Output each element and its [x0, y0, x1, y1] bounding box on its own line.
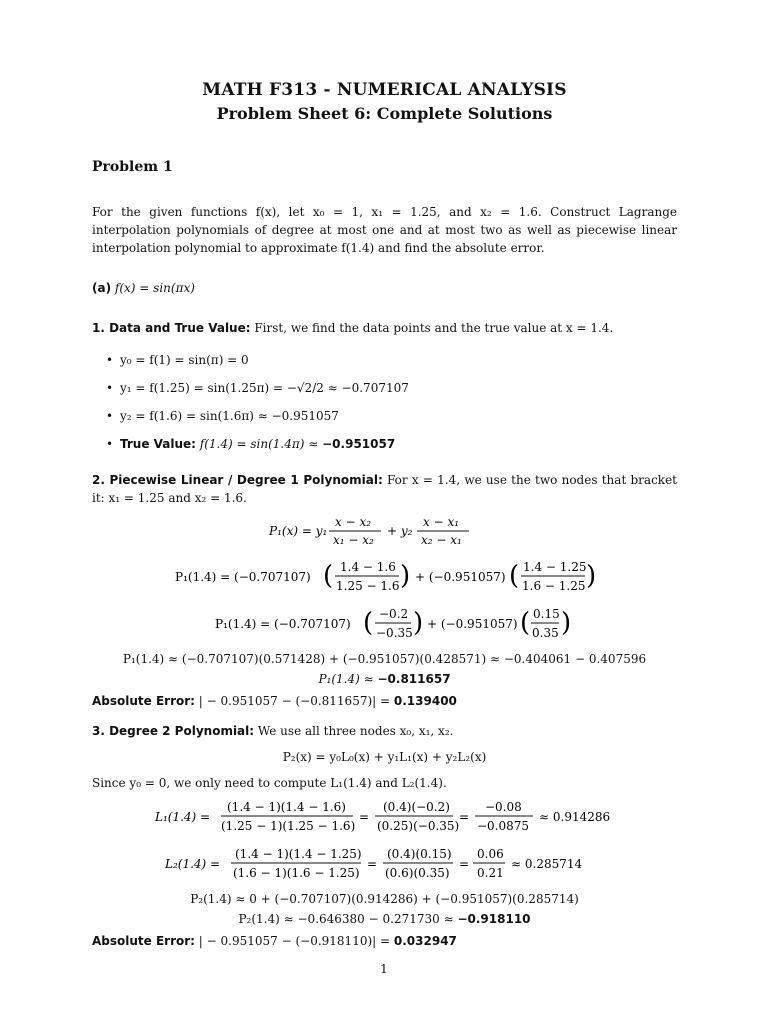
- svg-text:0.15: 0.15: [532, 607, 560, 621]
- svg-text:−0.08: −0.08: [484, 800, 522, 814]
- step3-text: We use all three nodes x₀, x₁, x₂.: [257, 724, 454, 738]
- document-page: [92, 80, 677, 950]
- svg-text:x₂ − x₁: x₂ − x₁: [420, 533, 462, 547]
- step1-paragraph: [92, 319, 677, 337]
- svg-text:): ): [560, 608, 571, 638]
- p2-formula: P₂(x) = y₀L₀(x) + y₁L₁(x) + y₂L₂(x): [282, 750, 487, 764]
- p2-error-value: 0.032947: [393, 934, 457, 948]
- part-a-line: [92, 279, 677, 297]
- p1-error-label: Absolute Error:: [92, 694, 195, 708]
- svg-text:≈ 0.914286: ≈ 0.914286: [538, 810, 610, 824]
- p2-error-expr: | − 0.951057 − (−0.918110)| =: [198, 934, 391, 948]
- svg-text:+ (−0.951057): + (−0.951057): [414, 570, 506, 584]
- true-value-label: True Value:: [120, 437, 196, 451]
- p2-absolute-error: [92, 932, 677, 950]
- svg-text:1.4 − 1.6: 1.4 − 1.6: [339, 560, 396, 574]
- p2-result: [92, 912, 677, 926]
- l2-computation: [92, 845, 677, 886]
- p1-formula: [92, 513, 677, 552]
- p1-absolute-error: [92, 692, 677, 710]
- problem-statement: For the given functions f(x), let x₀ = 1, x₁ = 1.25, and x₂ = 1.6. Construct Lagrange interpolation polynomials of degree at most one and at most two as well as piecewise linear interpolation polynomial to approximate f(1.4) and find the absolute error.: [92, 205, 677, 255]
- svg-text:=: =: [458, 857, 469, 871]
- svg-text:(0.6)(0.35): (0.6)(0.35): [384, 866, 450, 880]
- svg-text:L₁(1.4) =: L₁(1.4) =: [154, 810, 210, 824]
- svg-text:(: (: [519, 608, 530, 638]
- svg-text:P₁(x) = y₁: P₁(x) = y₁: [268, 524, 327, 538]
- step1-label: 1. Data and True Value:: [92, 321, 251, 335]
- svg-text:1.6 − 1.25: 1.6 − 1.25: [521, 579, 585, 593]
- step2-paragraph: [92, 471, 677, 507]
- svg-text:(: (: [322, 561, 333, 591]
- document-subtitle: Problem Sheet 6: Complete Solutions: [216, 104, 553, 123]
- svg-text:=: =: [358, 810, 369, 824]
- svg-text:(: (: [362, 608, 373, 638]
- svg-text:(0.4)(0.15): (0.4)(0.15): [386, 847, 452, 861]
- p1-error-expr: | − 0.951057 − (−0.811657)| =: [198, 694, 391, 708]
- svg-text:1.25 − 1.6: 1.25 − 1.6: [335, 579, 399, 593]
- list-item-true-value: [106, 435, 677, 453]
- page-number: 1: [380, 962, 388, 976]
- svg-text:(1.25 − 1)(1.25 − 1.6): (1.25 − 1)(1.25 − 1.6): [220, 819, 355, 833]
- step2-label: 2. Piecewise Linear / Degree 1 Polynomial:: [92, 473, 383, 487]
- problem-heading: Problem 1: [92, 159, 173, 175]
- svg-text:−0.2: −0.2: [378, 607, 408, 621]
- p1-approx: P₁(1.4) ≈ (−0.707107)(0.571428) + (−0.951057)(0.428571) ≈ −0.404061 − 0.407596: [122, 652, 647, 666]
- svg-text:): ): [585, 561, 596, 591]
- document-title: MATH F313 - NUMERICAL ANALYSIS: [202, 80, 567, 100]
- svg-text:x₁ − x₂: x₁ − x₂: [332, 533, 374, 547]
- svg-text:0.21: 0.21: [476, 866, 504, 880]
- svg-text:(0.25)(−0.35): (0.25)(−0.35): [376, 819, 459, 833]
- step2-text: For x = 1.4, we use the two nodes that bracket it: x₁ = 1.25 and x₂ = 1.6.: [92, 473, 677, 505]
- svg-text:(: (: [508, 561, 519, 591]
- p2-sum: P₂(1.4) ≈ 0 + (−0.707107)(0.914286) + (−0.951057)(0.285714): [190, 892, 579, 906]
- p2-error-label: Absolute Error:: [92, 934, 195, 948]
- p1-substitution: [92, 558, 677, 599]
- svg-text:P₁(1.4) = (−0.707107): P₁(1.4) = (−0.707107): [174, 570, 311, 584]
- svg-text:(1.4 − 1)(1.4 − 1.25): (1.4 − 1)(1.4 − 1.25): [234, 847, 362, 861]
- svg-text:0.06: 0.06: [476, 847, 504, 861]
- svg-text:=: =: [458, 810, 469, 824]
- svg-text:x − x₂: x − x₂: [334, 515, 371, 529]
- part-a-label: (a): [92, 281, 112, 295]
- svg-text:1.4 − 1.25: 1.4 − 1.25: [522, 560, 586, 574]
- svg-text:+ y₂: + y₂: [386, 524, 412, 538]
- svg-text:(0.4)(−0.2): (0.4)(−0.2): [382, 800, 450, 814]
- svg-text:≈ 0.285714: ≈ 0.285714: [510, 857, 582, 871]
- true-value-number: −0.951057: [322, 437, 396, 451]
- svg-text:=: =: [366, 857, 377, 871]
- svg-text:x − x₁: x − x₁: [422, 515, 459, 529]
- p1-error-value: 0.139400: [393, 694, 457, 708]
- svg-text:(1.6 − 1)(1.6 − 1.25): (1.6 − 1)(1.6 − 1.25): [232, 866, 360, 880]
- svg-text:): ): [412, 608, 423, 638]
- list-item: • y₂ = f(1.6) = sin(1.6π) ≈ −0.951057: [106, 407, 677, 425]
- svg-text:(1.4 − 1)(1.4 − 1.6): (1.4 − 1)(1.4 − 1.6): [226, 800, 346, 814]
- svg-text:0.35: 0.35: [531, 626, 559, 640]
- since-line: Since y₀ = 0, we only need to compute L₁(1.4) and L₂(1.4).: [92, 776, 447, 790]
- p1-fractions: [92, 605, 677, 646]
- p2-result-prefix: P₂(1.4) ≈ −0.646380 − 0.271730 ≈: [238, 912, 454, 926]
- svg-text:P₁(1.4) = (−0.707107): P₁(1.4) = (−0.707107): [214, 617, 351, 631]
- data-points-list: [106, 351, 677, 453]
- step1-text: First, we find the data points and the true value at x = 1.4.: [254, 321, 614, 335]
- svg-text:−0.35: −0.35: [375, 626, 413, 640]
- list-item: • y₀ = f(1) = sin(π) = 0: [106, 351, 677, 369]
- p1-result-prefix: P₁(1.4) ≈: [318, 672, 374, 686]
- step3-paragraph: [92, 722, 677, 740]
- step3-label: 3. Degree 2 Polynomial:: [92, 724, 255, 738]
- l1-computation: [92, 798, 677, 839]
- p2-result-value: −0.918110: [457, 912, 531, 926]
- p1-result: [92, 672, 677, 686]
- p1-result-value: −0.811657: [377, 672, 451, 686]
- true-value-expr: f(1.4) = sin(1.4π) ≈: [199, 437, 319, 451]
- part-a-function: f(x) = sin(πx): [114, 281, 195, 295]
- svg-text:+ (−0.951057): + (−0.951057): [426, 617, 518, 631]
- list-item: • y₁ = f(1.25) = sin(1.25π) = −√2/2 ≈ −0.707107: [106, 379, 677, 397]
- svg-text:−0.0875: −0.0875: [476, 819, 529, 833]
- svg-text:): ): [399, 561, 410, 591]
- svg-text:L₂(1.4) =: L₂(1.4) =: [164, 857, 220, 871]
